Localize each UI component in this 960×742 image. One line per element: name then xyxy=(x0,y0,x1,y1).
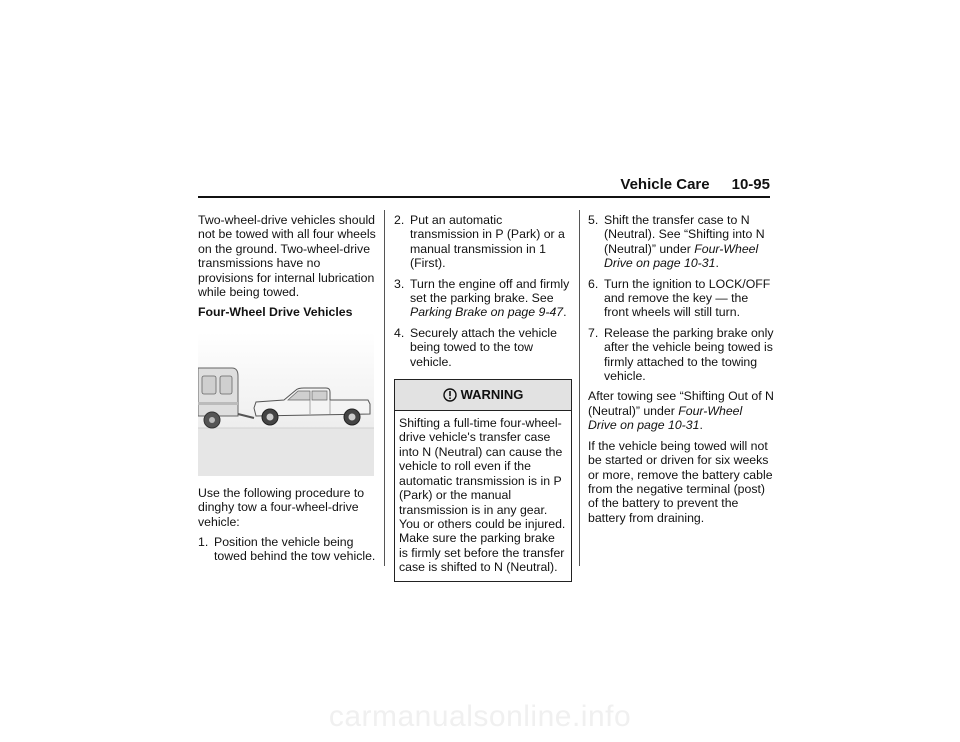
step-4 xyxy=(394,326,574,369)
step-1 xyxy=(198,535,376,564)
column-3 xyxy=(588,213,774,531)
step-text xyxy=(410,277,574,320)
header-rule xyxy=(198,196,770,198)
step-7 xyxy=(588,326,774,384)
paragraph-end: . xyxy=(699,418,703,433)
page-header xyxy=(198,176,770,196)
step-text-main: Shift the transfer case to N (Neutral). See “Shifting into N (Neutral)” under xyxy=(604,213,765,256)
step-text: Securely attach the vehicle being towed to the tow vehicle. xyxy=(410,325,557,369)
step-number: 3. xyxy=(394,276,405,291)
step-text: Put an automatic transmission in P (Park) or a manual transmission in 1 (First). xyxy=(410,213,565,271)
after-towing-paragraph xyxy=(588,389,774,432)
procedure-intro: Use the following procedure to dinghy tow a four-wheel-drive vehicle: xyxy=(198,485,365,529)
step-number: 2. xyxy=(394,213,405,227)
step-text-end: . xyxy=(715,256,719,271)
cross-reference: Parking Brake on page 9-47 xyxy=(410,305,564,320)
step-number: 4. xyxy=(394,325,405,340)
step-6 xyxy=(588,277,774,320)
intro-paragraph: Two-wheel-drive vehicles should not be towed with all four wheels on the ground. Two-wheel-drive transmissions have no provisions for internal lubrication while being towed. xyxy=(198,213,376,300)
step-2 xyxy=(394,213,574,271)
cross-reference: Four-Wheel Drive on page 10-31 xyxy=(588,403,743,433)
page-number: 10-95 xyxy=(731,176,770,193)
step-5 xyxy=(588,213,774,271)
column-divider xyxy=(384,210,385,566)
towing-illustration xyxy=(198,332,374,476)
step-number: 5. xyxy=(588,213,599,227)
step-text: Release the parking brake only after the vehicle being towed is firmly attached to the towing vehicle. xyxy=(604,325,774,384)
column-1 xyxy=(198,213,376,570)
warning-body: Shifting a full-time four-wheel-drive vehicle's transfer case into N (Neutral) can cause the vehicle to roll even if the automatic transmission is in P (Park) or the manual transmission is in any gear. You or others could be injured. Make sure the parking brake is firmly set before the transfer case is shifted to N (Neutral). xyxy=(399,416,566,575)
warning-box xyxy=(394,379,572,581)
step-text: Position the vehicle being towed behind the tow vehicle. xyxy=(214,535,376,564)
section-title: Vehicle Care xyxy=(620,176,710,193)
paragraph-text: After towing see “Shifting Out of N (Neutral)” under xyxy=(588,389,774,418)
step-3 xyxy=(394,277,574,320)
step-number: 6. xyxy=(588,276,599,291)
step-number: 1. xyxy=(198,535,209,550)
step-text-main: Turn the engine off and firmly set the parking brake. See xyxy=(410,276,570,306)
column-2 xyxy=(394,213,574,582)
warning-header xyxy=(395,380,571,411)
step-number: 7. xyxy=(588,325,599,340)
subheading: Four-Wheel Drive Vehicles xyxy=(198,305,353,320)
warning-title: WARNING xyxy=(460,386,524,402)
battery-paragraph: If the vehicle being towed will not be started or driven for six weeks or more, remove the battery cable from the negative terminal (post) of the battery to prevent the battery from draining. xyxy=(588,438,773,525)
warning-icon xyxy=(443,388,457,402)
cross-reference: Four-Wheel Drive on page 10-31 xyxy=(604,241,759,271)
watermark: carmanualsonline.info xyxy=(328,700,632,733)
column-divider xyxy=(579,210,580,566)
step-text: Turn the ignition to LOCK/OFF and remove the key — the front wheels will still turn. xyxy=(604,276,771,320)
step-text-end: . xyxy=(563,305,567,320)
step-text xyxy=(604,213,774,271)
